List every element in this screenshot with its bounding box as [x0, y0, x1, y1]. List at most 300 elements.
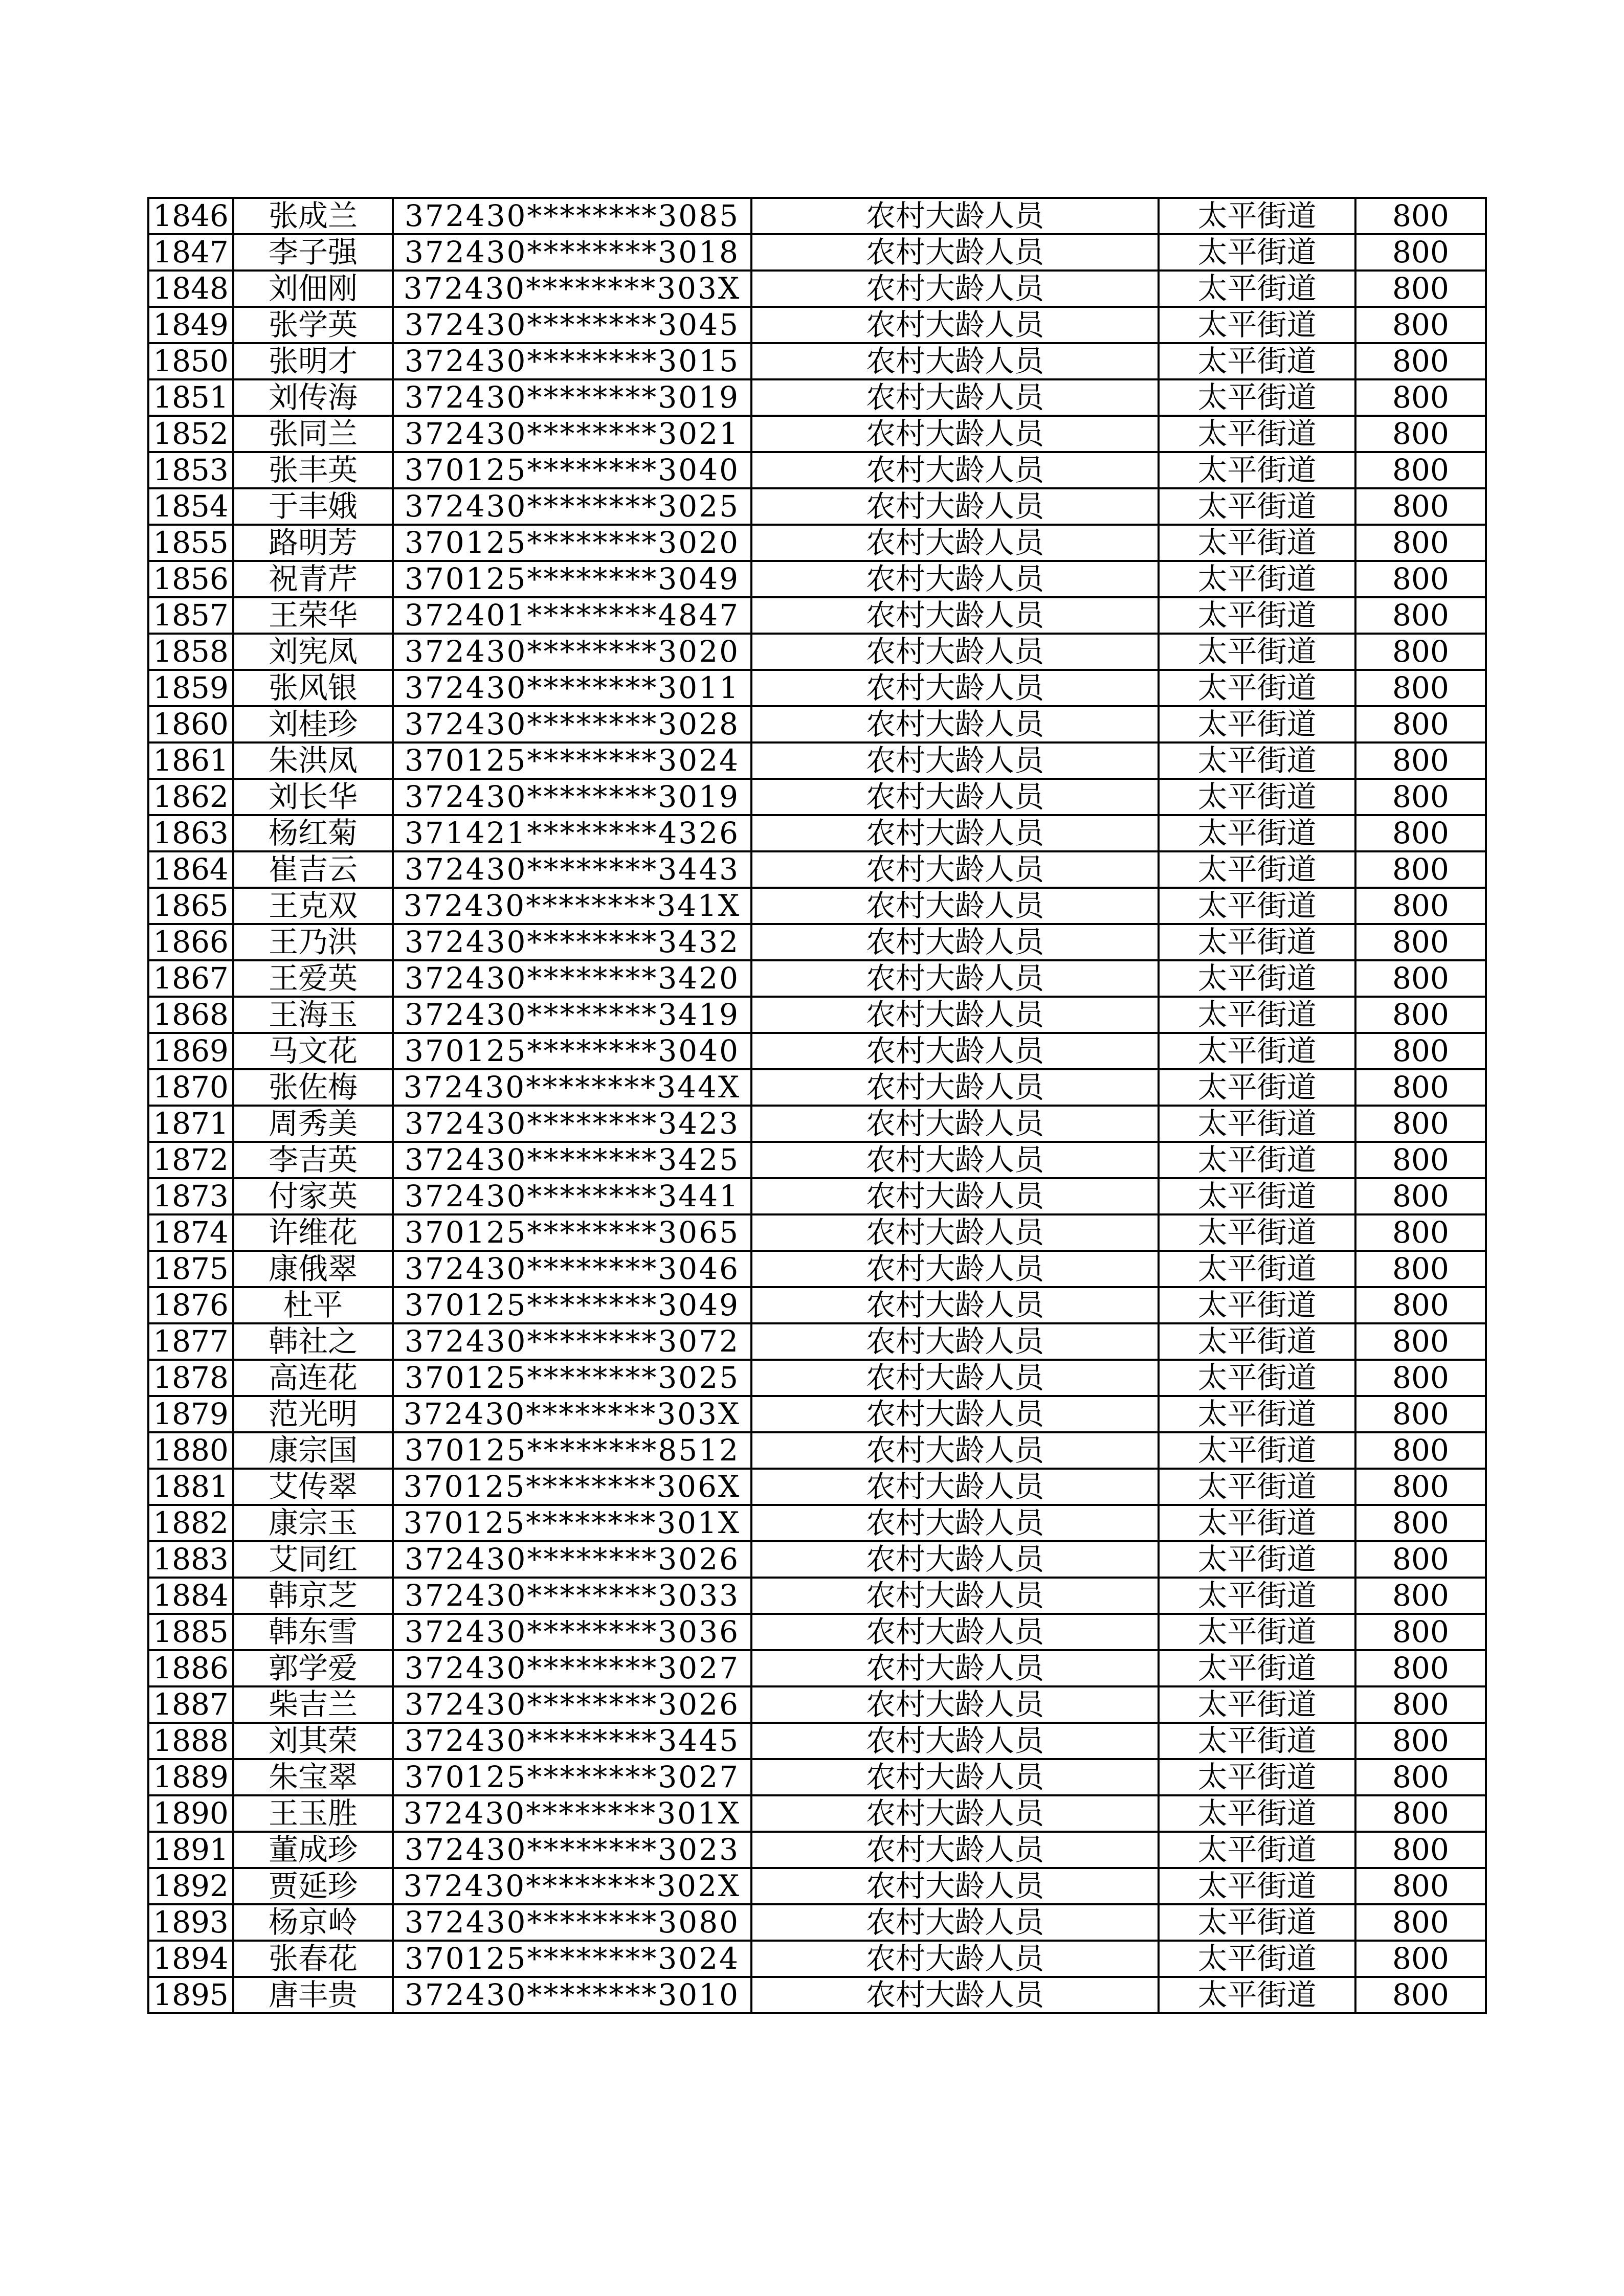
row-number-cell: 1886: [148, 1650, 233, 1686]
category-cell: 农村大龄人员: [751, 1251, 1159, 1287]
district-cell: 太平街道: [1159, 1432, 1355, 1469]
id-number-cell: 372430********3026: [393, 1541, 751, 1578]
category-cell: 农村大龄人员: [751, 1069, 1159, 1106]
row-number-cell: 1883: [148, 1541, 233, 1578]
amount-cell: 800: [1355, 1142, 1486, 1178]
name-cell: 许维花: [233, 1214, 393, 1251]
amount-cell: 800: [1355, 1360, 1486, 1396]
category-cell: 农村大龄人员: [751, 815, 1159, 851]
district-cell: 太平街道: [1159, 1977, 1355, 2013]
name-cell: 张学英: [233, 307, 393, 343]
amount-cell: 800: [1355, 634, 1486, 670]
row-number-cell: 1851: [148, 379, 233, 416]
name-cell: 杨红菊: [233, 815, 393, 851]
table-row: [148, 234, 1486, 271]
table-row: [148, 271, 1486, 307]
name-cell: 李子强: [233, 234, 393, 271]
table-row: [148, 924, 1486, 960]
district-cell: 太平街道: [1159, 960, 1355, 997]
district-cell: 太平街道: [1159, 1759, 1355, 1795]
id-number-cell: 372430********3020: [393, 634, 751, 670]
category-cell: 农村大龄人员: [751, 1323, 1159, 1360]
name-cell: 张同兰: [233, 416, 393, 452]
district-cell: 太平街道: [1159, 634, 1355, 670]
name-cell: 马文花: [233, 1033, 393, 1069]
name-cell: 高连花: [233, 1360, 393, 1396]
district-cell: 太平街道: [1159, 1069, 1355, 1106]
name-cell: 唐丰贵: [233, 1977, 393, 2013]
table-row: [148, 706, 1486, 742]
category-cell: 农村大龄人员: [751, 307, 1159, 343]
row-number-cell: 1873: [148, 1178, 233, 1214]
table-row: [148, 1686, 1486, 1723]
table-row: [148, 1287, 1486, 1323]
table-row: [148, 1977, 1486, 2013]
category-cell: 农村大龄人员: [751, 1759, 1159, 1795]
category-cell: 农村大龄人员: [751, 1360, 1159, 1396]
id-number-cell: 370125********3027: [393, 1759, 751, 1795]
name-cell: 王海玉: [233, 997, 393, 1033]
name-cell: 杜平: [233, 1287, 393, 1323]
row-number-cell: 1884: [148, 1578, 233, 1614]
name-cell: 刘其荣: [233, 1723, 393, 1759]
row-number-cell: 1867: [148, 960, 233, 997]
row-number-cell: 1888: [148, 1723, 233, 1759]
table-row: [148, 343, 1486, 379]
table-row: [148, 1759, 1486, 1795]
category-cell: 农村大龄人员: [751, 597, 1159, 634]
district-cell: 太平街道: [1159, 851, 1355, 888]
amount-cell: 800: [1355, 1323, 1486, 1360]
category-cell: 农村大龄人员: [751, 525, 1159, 561]
category-cell: 农村大龄人员: [751, 706, 1159, 742]
category-cell: 农村大龄人员: [751, 1178, 1159, 1214]
table-row: [148, 1106, 1486, 1142]
category-cell: 农村大龄人员: [751, 1868, 1159, 1904]
row-number-cell: 1856: [148, 561, 233, 597]
row-number-cell: 1881: [148, 1469, 233, 1505]
category-cell: 农村大龄人员: [751, 670, 1159, 706]
district-cell: 太平街道: [1159, 779, 1355, 815]
amount-cell: 800: [1355, 1541, 1486, 1578]
row-number-cell: 1864: [148, 851, 233, 888]
name-cell: 刘桂珍: [233, 706, 393, 742]
name-cell: 路明芳: [233, 525, 393, 561]
district-cell: 太平街道: [1159, 1469, 1355, 1505]
category-cell: 农村大龄人员: [751, 924, 1159, 960]
table-row: [148, 1868, 1486, 1904]
category-cell: 农村大龄人员: [751, 1541, 1159, 1578]
row-number-cell: 1863: [148, 815, 233, 851]
district-cell: 太平街道: [1159, 416, 1355, 452]
name-cell: 张春花: [233, 1941, 393, 1977]
row-number-cell: 1853: [148, 452, 233, 488]
id-number-cell: 372430********344X: [393, 1069, 751, 1106]
id-number-cell: 372430********302X: [393, 1868, 751, 1904]
category-cell: 农村大龄人员: [751, 888, 1159, 924]
category-cell: 农村大龄人员: [751, 960, 1159, 997]
row-number-cell: 1870: [148, 1069, 233, 1106]
id-number-cell: 372430********3080: [393, 1904, 751, 1941]
table-row: [148, 452, 1486, 488]
amount-cell: 800: [1355, 488, 1486, 525]
id-number-cell: 372430********3423: [393, 1106, 751, 1142]
name-cell: 周秀美: [233, 1106, 393, 1142]
row-number-cell: 1868: [148, 997, 233, 1033]
name-cell: 刘传海: [233, 379, 393, 416]
district-cell: 太平街道: [1159, 670, 1355, 706]
category-cell: 农村大龄人员: [751, 742, 1159, 779]
id-number-cell: 372430********3443: [393, 851, 751, 888]
amount-cell: 800: [1355, 307, 1486, 343]
row-number-cell: 1874: [148, 1214, 233, 1251]
table-row: [148, 1360, 1486, 1396]
district-cell: 太平街道: [1159, 997, 1355, 1033]
id-number-cell: 372430********303X: [393, 1396, 751, 1432]
row-number-cell: 1894: [148, 1941, 233, 1977]
district-cell: 太平街道: [1159, 234, 1355, 271]
category-cell: 农村大龄人员: [751, 779, 1159, 815]
table-row: [148, 488, 1486, 525]
name-cell: 刘长华: [233, 779, 393, 815]
name-cell: 康宗玉: [233, 1505, 393, 1541]
district-cell: 太平街道: [1159, 1323, 1355, 1360]
id-number-cell: 372430********3432: [393, 924, 751, 960]
id-number-cell: 372430********3028: [393, 706, 751, 742]
amount-cell: 800: [1355, 1578, 1486, 1614]
table-row: [148, 960, 1486, 997]
row-number-cell: 1865: [148, 888, 233, 924]
amount-cell: 800: [1355, 1723, 1486, 1759]
table-row: [148, 779, 1486, 815]
amount-cell: 800: [1355, 1069, 1486, 1106]
id-number-cell: 372430********3085: [393, 198, 751, 234]
table-row: [148, 1505, 1486, 1541]
row-number-cell: 1878: [148, 1360, 233, 1396]
row-number-cell: 1860: [148, 706, 233, 742]
id-number-cell: 372430********3019: [393, 779, 751, 815]
row-number-cell: 1854: [148, 488, 233, 525]
table-row: [148, 1832, 1486, 1868]
amount-cell: 800: [1355, 815, 1486, 851]
name-cell: 柴吉兰: [233, 1686, 393, 1723]
table-row: [148, 1178, 1486, 1214]
category-cell: 农村大龄人员: [751, 343, 1159, 379]
name-cell: 韩东雪: [233, 1614, 393, 1650]
district-cell: 太平街道: [1159, 525, 1355, 561]
name-cell: 王爱英: [233, 960, 393, 997]
name-cell: 朱宝翠: [233, 1759, 393, 1795]
table-row: [148, 1323, 1486, 1360]
district-cell: 太平街道: [1159, 379, 1355, 416]
name-cell: 王荣华: [233, 597, 393, 634]
beneficiary-table: [147, 197, 1487, 2014]
name-cell: 艾传翠: [233, 1469, 393, 1505]
row-number-cell: 1879: [148, 1396, 233, 1432]
district-cell: 太平街道: [1159, 1142, 1355, 1178]
amount-cell: 800: [1355, 597, 1486, 634]
category-cell: 农村大龄人员: [751, 1578, 1159, 1614]
table-row: [148, 1795, 1486, 1832]
row-number-cell: 1875: [148, 1251, 233, 1287]
name-cell: 郭学爱: [233, 1650, 393, 1686]
category-cell: 农村大龄人员: [751, 379, 1159, 416]
amount-cell: 800: [1355, 525, 1486, 561]
id-number-cell: 370125********3025: [393, 1360, 751, 1396]
amount-cell: 800: [1355, 706, 1486, 742]
category-cell: 农村大龄人员: [751, 488, 1159, 525]
category-cell: 农村大龄人员: [751, 1142, 1159, 1178]
category-cell: 农村大龄人员: [751, 1287, 1159, 1323]
row-number-cell: 1892: [148, 1868, 233, 1904]
id-number-cell: 370125********3065: [393, 1214, 751, 1251]
category-cell: 农村大龄人员: [751, 416, 1159, 452]
name-cell: 韩京芝: [233, 1578, 393, 1614]
table-row: [148, 597, 1486, 634]
category-cell: 农村大龄人员: [751, 561, 1159, 597]
amount-cell: 800: [1355, 851, 1486, 888]
id-number-cell: 372430********3018: [393, 234, 751, 271]
name-cell: 康俄翠: [233, 1251, 393, 1287]
row-number-cell: 1852: [148, 416, 233, 452]
district-cell: 太平街道: [1159, 1904, 1355, 1941]
row-number-cell: 1885: [148, 1614, 233, 1650]
id-number-cell: 372430********3023: [393, 1832, 751, 1868]
row-number-cell: 1861: [148, 742, 233, 779]
amount-cell: 800: [1355, 379, 1486, 416]
table-row: [148, 379, 1486, 416]
table-row: [148, 1033, 1486, 1069]
table-row: [148, 670, 1486, 706]
category-cell: 农村大龄人员: [751, 1832, 1159, 1868]
table-row: [148, 997, 1486, 1033]
name-cell: 王克双: [233, 888, 393, 924]
row-number-cell: 1880: [148, 1432, 233, 1469]
district-cell: 太平街道: [1159, 706, 1355, 742]
name-cell: 刘佃刚: [233, 271, 393, 307]
id-number-cell: 370125********3049: [393, 1287, 751, 1323]
table-body: [148, 198, 1486, 2013]
table-row: [148, 1723, 1486, 1759]
amount-cell: 800: [1355, 997, 1486, 1033]
name-cell: 董成珍: [233, 1832, 393, 1868]
table-row: [148, 1251, 1486, 1287]
name-cell: 杨京岭: [233, 1904, 393, 1941]
amount-cell: 800: [1355, 1795, 1486, 1832]
id-number-cell: 372401********4847: [393, 597, 751, 634]
category-cell: 农村大龄人员: [751, 1941, 1159, 1977]
table-row: [148, 525, 1486, 561]
table-row: [148, 307, 1486, 343]
category-cell: 农村大龄人员: [751, 1214, 1159, 1251]
table-row: [148, 634, 1486, 670]
amount-cell: 800: [1355, 1106, 1486, 1142]
category-cell: 农村大龄人员: [751, 452, 1159, 488]
district-cell: 太平街道: [1159, 742, 1355, 779]
id-number-cell: 372430********301X: [393, 1795, 751, 1832]
name-cell: 刘宪凤: [233, 634, 393, 670]
table-row: [148, 888, 1486, 924]
name-cell: 张风银: [233, 670, 393, 706]
table-row: [148, 561, 1486, 597]
row-number-cell: 1877: [148, 1323, 233, 1360]
id-number-cell: 370125********3040: [393, 1033, 751, 1069]
district-cell: 太平街道: [1159, 1578, 1355, 1614]
amount-cell: 800: [1355, 1178, 1486, 1214]
id-number-cell: 372430********3445: [393, 1723, 751, 1759]
amount-cell: 800: [1355, 1287, 1486, 1323]
name-cell: 王乃洪: [233, 924, 393, 960]
row-number-cell: 1871: [148, 1106, 233, 1142]
id-number-cell: 372430********3025: [393, 488, 751, 525]
amount-cell: 800: [1355, 271, 1486, 307]
district-cell: 太平街道: [1159, 1287, 1355, 1323]
table-row: [148, 815, 1486, 851]
district-cell: 太平街道: [1159, 488, 1355, 525]
name-cell: 韩社之: [233, 1323, 393, 1360]
id-number-cell: 372430********3019: [393, 379, 751, 416]
name-cell: 贾延珍: [233, 1868, 393, 1904]
category-cell: 农村大龄人员: [751, 1396, 1159, 1432]
category-cell: 农村大龄人员: [751, 1904, 1159, 1941]
id-number-cell: 370125********301X: [393, 1505, 751, 1541]
amount-cell: 800: [1355, 1469, 1486, 1505]
category-cell: 农村大龄人员: [751, 1033, 1159, 1069]
id-number-cell: 372430********341X: [393, 888, 751, 924]
id-number-cell: 372430********3015: [393, 343, 751, 379]
table-row: [148, 1214, 1486, 1251]
row-number-cell: 1855: [148, 525, 233, 561]
row-number-cell: 1872: [148, 1142, 233, 1178]
amount-cell: 800: [1355, 1432, 1486, 1469]
district-cell: 太平街道: [1159, 1941, 1355, 1977]
id-number-cell: 372430********3036: [393, 1614, 751, 1650]
district-cell: 太平街道: [1159, 1505, 1355, 1541]
row-number-cell: 1889: [148, 1759, 233, 1795]
amount-cell: 800: [1355, 1904, 1486, 1941]
table-row: [148, 1614, 1486, 1650]
amount-cell: 800: [1355, 234, 1486, 271]
amount-cell: 800: [1355, 960, 1486, 997]
row-number-cell: 1895: [148, 1977, 233, 2013]
table-row: [148, 1941, 1486, 1977]
district-cell: 太平街道: [1159, 1396, 1355, 1432]
table-row: [148, 1904, 1486, 1941]
name-cell: 付家英: [233, 1178, 393, 1214]
amount-cell: 800: [1355, 1977, 1486, 2013]
district-cell: 太平街道: [1159, 1178, 1355, 1214]
row-number-cell: 1893: [148, 1904, 233, 1941]
id-number-cell: 372430********3027: [393, 1650, 751, 1686]
id-number-cell: 372430********3441: [393, 1178, 751, 1214]
district-cell: 太平街道: [1159, 1541, 1355, 1578]
name-cell: 康宗国: [233, 1432, 393, 1469]
district-cell: 太平街道: [1159, 1723, 1355, 1759]
category-cell: 农村大龄人员: [751, 1723, 1159, 1759]
district-cell: 太平街道: [1159, 815, 1355, 851]
amount-cell: 800: [1355, 1650, 1486, 1686]
id-number-cell: 370125********3040: [393, 452, 751, 488]
name-cell: 王玉胜: [233, 1795, 393, 1832]
id-number-cell: 372430********3425: [393, 1142, 751, 1178]
amount-cell: 800: [1355, 779, 1486, 815]
category-cell: 农村大龄人员: [751, 1432, 1159, 1469]
row-number-cell: 1857: [148, 597, 233, 634]
category-cell: 农村大龄人员: [751, 1977, 1159, 2013]
amount-cell: 800: [1355, 1396, 1486, 1432]
id-number-cell: 370125********8512: [393, 1432, 751, 1469]
name-cell: 崔吉云: [233, 851, 393, 888]
amount-cell: 800: [1355, 1686, 1486, 1723]
name-cell: 范光明: [233, 1396, 393, 1432]
row-number-cell: 1866: [148, 924, 233, 960]
amount-cell: 800: [1355, 742, 1486, 779]
amount-cell: 800: [1355, 1614, 1486, 1650]
table-row: [148, 1396, 1486, 1432]
table-row: [148, 416, 1486, 452]
district-cell: 太平街道: [1159, 1106, 1355, 1142]
id-number-cell: 372430********3010: [393, 1977, 751, 2013]
amount-cell: 800: [1355, 1868, 1486, 1904]
district-cell: 太平街道: [1159, 1832, 1355, 1868]
amount-cell: 800: [1355, 670, 1486, 706]
table-row: [148, 1069, 1486, 1106]
district-cell: 太平街道: [1159, 561, 1355, 597]
amount-cell: 800: [1355, 1033, 1486, 1069]
amount-cell: 800: [1355, 198, 1486, 234]
name-cell: 张成兰: [233, 198, 393, 234]
id-number-cell: 371421********4326: [393, 815, 751, 851]
table-row: [148, 198, 1486, 234]
amount-cell: 800: [1355, 416, 1486, 452]
amount-cell: 800: [1355, 888, 1486, 924]
id-number-cell: 372430********3420: [393, 960, 751, 997]
name-cell: 艾同红: [233, 1541, 393, 1578]
row-number-cell: 1849: [148, 307, 233, 343]
amount-cell: 800: [1355, 1214, 1486, 1251]
name-cell: 张丰英: [233, 452, 393, 488]
district-cell: 太平街道: [1159, 307, 1355, 343]
district-cell: 太平街道: [1159, 1214, 1355, 1251]
district-cell: 太平街道: [1159, 924, 1355, 960]
id-number-cell: 372430********3045: [393, 307, 751, 343]
id-number-cell: 372430********3046: [393, 1251, 751, 1287]
row-number-cell: 1890: [148, 1795, 233, 1832]
name-cell: 朱洪凤: [233, 742, 393, 779]
table-row: [148, 1432, 1486, 1469]
row-number-cell: 1850: [148, 343, 233, 379]
category-cell: 农村大龄人员: [751, 634, 1159, 670]
amount-cell: 800: [1355, 924, 1486, 960]
id-number-cell: 370125********3049: [393, 561, 751, 597]
row-number-cell: 1847: [148, 234, 233, 271]
row-number-cell: 1862: [148, 779, 233, 815]
district-cell: 太平街道: [1159, 1868, 1355, 1904]
category-cell: 农村大龄人员: [751, 997, 1159, 1033]
name-cell: 张明才: [233, 343, 393, 379]
district-cell: 太平街道: [1159, 271, 1355, 307]
name-cell: 张佐梅: [233, 1069, 393, 1106]
id-number-cell: 372430********3026: [393, 1686, 751, 1723]
district-cell: 太平街道: [1159, 343, 1355, 379]
name-cell: 李吉英: [233, 1142, 393, 1178]
id-number-cell: 372430********3419: [393, 997, 751, 1033]
row-number-cell: 1859: [148, 670, 233, 706]
category-cell: 农村大龄人员: [751, 271, 1159, 307]
district-cell: 太平街道: [1159, 1650, 1355, 1686]
category-cell: 农村大龄人员: [751, 198, 1159, 234]
amount-cell: 800: [1355, 1941, 1486, 1977]
